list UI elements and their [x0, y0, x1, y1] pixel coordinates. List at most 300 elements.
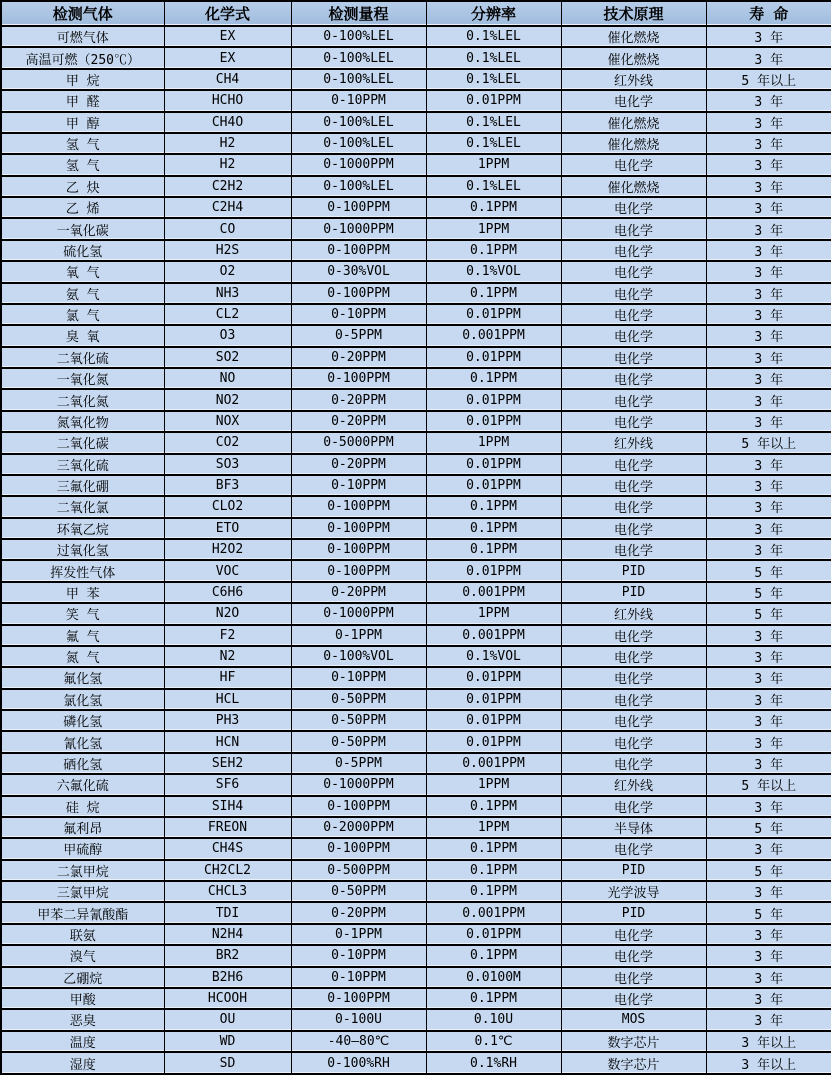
table-row — [1, 774, 831, 795]
range-cell: 0-1PPM — [291, 625, 426, 646]
resolution-cell: 0.1PPM — [426, 283, 561, 304]
gas-name-cell: 二氧化氮 — [1, 389, 164, 410]
table-row — [1, 667, 831, 688]
formula-cell: SO2 — [164, 347, 291, 368]
formula-cell: C2H2 — [164, 176, 291, 197]
principle-cell: 电化学 — [561, 924, 706, 945]
table-row — [1, 710, 831, 731]
formula-cell: TDI — [164, 902, 291, 923]
gas-name-cell: 氨 气 — [1, 283, 164, 304]
range-cell: 0-50PPM — [291, 731, 426, 752]
formula-cell: ETO — [164, 518, 291, 539]
table-row — [1, 347, 831, 368]
resolution-cell: 0.01PPM — [426, 389, 561, 410]
column-header-3: 检测量程 — [291, 1, 426, 26]
principle-cell: 电化学 — [561, 667, 706, 688]
range-cell: 0-10PPM — [291, 945, 426, 966]
range-cell: 0-100%VOL — [291, 646, 426, 667]
resolution-cell: 0.01PPM — [426, 304, 561, 325]
principle-cell: 电化学 — [561, 496, 706, 517]
table-row — [1, 967, 831, 988]
principle-cell: 电化学 — [561, 240, 706, 261]
lifespan-cell: 3 年 — [706, 625, 831, 646]
formula-cell: NO — [164, 368, 291, 389]
formula-cell: CL2 — [164, 304, 291, 325]
resolution-cell: 0.001PPM — [426, 325, 561, 346]
table-row — [1, 261, 831, 282]
gas-name-cell: 氢 气 — [1, 154, 164, 175]
table-row — [1, 304, 831, 325]
table-row — [1, 560, 831, 581]
range-cell: 0-2000PPM — [291, 817, 426, 838]
lifespan-cell: 5 年 — [706, 902, 831, 923]
lifespan-cell: 3 年 — [706, 1009, 831, 1030]
table-row — [1, 411, 831, 432]
principle-cell: 电化学 — [561, 389, 706, 410]
resolution-cell: 0.1%LEL — [426, 47, 561, 68]
table-row — [1, 218, 831, 239]
gas-name-cell: 硅 烷 — [1, 796, 164, 817]
resolution-cell: 0.1%LEL — [426, 26, 561, 47]
gas-name-cell: 氧 气 — [1, 261, 164, 282]
column-header-2: 化学式 — [164, 1, 291, 26]
lifespan-cell: 3 年 — [706, 945, 831, 966]
range-cell: 0-100PPM — [291, 197, 426, 218]
resolution-cell: 0.1PPM — [426, 539, 561, 560]
lifespan-cell: 5 年以上 — [706, 432, 831, 453]
principle-cell: 电化学 — [561, 539, 706, 560]
principle-cell: 红外线 — [561, 69, 706, 90]
range-cell: 0-30%VOL — [291, 261, 426, 282]
range-cell: 0-50PPM — [291, 881, 426, 902]
resolution-cell: 0.1PPM — [426, 368, 561, 389]
lifespan-cell: 3 年 — [706, 283, 831, 304]
gas-name-cell: 甲 醛 — [1, 90, 164, 111]
lifespan-cell: 3 年 — [706, 796, 831, 817]
principle-cell: 电化学 — [561, 796, 706, 817]
gas-name-cell: 乙 烯 — [1, 197, 164, 218]
lifespan-cell: 3 年 — [706, 539, 831, 560]
resolution-cell: 0.1PPM — [426, 838, 561, 859]
resolution-cell: 0.01PPM — [426, 475, 561, 496]
formula-cell: HCOOH — [164, 988, 291, 1009]
range-cell: 0-100%RH — [291, 1052, 426, 1074]
principle-cell: 电化学 — [561, 347, 706, 368]
table-row — [1, 902, 831, 923]
lifespan-cell: 3 年 — [706, 133, 831, 154]
lifespan-cell: 3 年 — [706, 496, 831, 517]
gas-name-cell: 二氧化碳 — [1, 432, 164, 453]
table-row — [1, 154, 831, 175]
table-row — [1, 69, 831, 90]
gas-name-cell: 氮氧化物 — [1, 411, 164, 432]
formula-cell: O2 — [164, 261, 291, 282]
table-row — [1, 1052, 831, 1074]
table-row — [1, 518, 831, 539]
principle-cell: 电化学 — [561, 475, 706, 496]
range-cell: 0-20PPM — [291, 389, 426, 410]
range-cell: 0-5000PPM — [291, 432, 426, 453]
principle-cell: 电化学 — [561, 90, 706, 111]
range-cell: 0-20PPM — [291, 347, 426, 368]
gas-name-cell: 甲 醇 — [1, 112, 164, 133]
gas-name-cell: 氟化氢 — [1, 667, 164, 688]
lifespan-cell: 5 年 — [706, 860, 831, 881]
range-cell: 0-50PPM — [291, 710, 426, 731]
formula-cell: CLO2 — [164, 496, 291, 517]
lifespan-cell: 3 年 — [706, 112, 831, 133]
formula-cell: PH3 — [164, 710, 291, 731]
lifespan-cell: 3 年以上 — [706, 1052, 831, 1074]
table-row — [1, 689, 831, 710]
range-cell: 0-1000PPM — [291, 774, 426, 795]
formula-cell: EX — [164, 47, 291, 68]
gas-name-cell: 硫化氢 — [1, 240, 164, 261]
formula-cell: NH3 — [164, 283, 291, 304]
principle-cell: 电化学 — [561, 325, 706, 346]
resolution-cell: 0.01PPM — [426, 90, 561, 111]
range-cell: 0-100PPM — [291, 518, 426, 539]
principle-cell: 电化学 — [561, 710, 706, 731]
principle-cell: 电化学 — [561, 197, 706, 218]
formula-cell: H2O2 — [164, 539, 291, 560]
principle-cell: 数字芯片 — [561, 1031, 706, 1052]
formula-cell: F2 — [164, 625, 291, 646]
principle-cell: PID — [561, 582, 706, 603]
gas-name-cell: 硒化氢 — [1, 753, 164, 774]
lifespan-cell: 3 年以上 — [706, 1031, 831, 1052]
range-cell: 0-10PPM — [291, 304, 426, 325]
table-row — [1, 860, 831, 881]
gas-name-cell: 氮 气 — [1, 646, 164, 667]
lifespan-cell: 3 年 — [706, 924, 831, 945]
principle-cell: MOS — [561, 1009, 706, 1030]
principle-cell: 红外线 — [561, 774, 706, 795]
resolution-cell: 1PPM — [426, 603, 561, 624]
lifespan-cell: 3 年 — [706, 667, 831, 688]
principle-cell: 电化学 — [561, 945, 706, 966]
range-cell: 0-100PPM — [291, 283, 426, 304]
principle-cell: 电化学 — [561, 838, 706, 859]
table-row — [1, 454, 831, 475]
gas-name-cell: 过氧化氢 — [1, 539, 164, 560]
resolution-cell: 0.1PPM — [426, 860, 561, 881]
formula-cell: CH4S — [164, 838, 291, 859]
principle-cell: 电化学 — [561, 283, 706, 304]
range-cell: 0-1000PPM — [291, 218, 426, 239]
lifespan-cell: 5 年以上 — [706, 69, 831, 90]
principle-cell: 电化学 — [561, 988, 706, 1009]
table-row — [1, 432, 831, 453]
table-row — [1, 475, 831, 496]
gas-name-cell: 氟 气 — [1, 625, 164, 646]
table-row — [1, 945, 831, 966]
lifespan-cell: 5 年 — [706, 582, 831, 603]
lifespan-cell: 3 年 — [706, 988, 831, 1009]
formula-cell: SIH4 — [164, 796, 291, 817]
principle-cell: 电化学 — [561, 689, 706, 710]
range-cell: 0-100%LEL — [291, 69, 426, 90]
lifespan-cell: 5 年 — [706, 603, 831, 624]
lifespan-cell: 3 年 — [706, 518, 831, 539]
resolution-cell: 0.1PPM — [426, 240, 561, 261]
range-cell: 0-100U — [291, 1009, 426, 1030]
lifespan-cell: 3 年 — [706, 47, 831, 68]
formula-cell: H2 — [164, 154, 291, 175]
formula-cell: N2H4 — [164, 924, 291, 945]
resolution-cell: 0.001PPM — [426, 582, 561, 603]
formula-cell: SEH2 — [164, 753, 291, 774]
resolution-cell: 0.1PPM — [426, 518, 561, 539]
principle-cell: 电化学 — [561, 304, 706, 325]
lifespan-cell: 3 年 — [706, 197, 831, 218]
principle-cell: 电化学 — [561, 261, 706, 282]
principle-cell: 催化燃烧 — [561, 112, 706, 133]
table-row — [1, 389, 831, 410]
resolution-cell: 0.1%RH — [426, 1052, 561, 1074]
formula-cell: C2H4 — [164, 197, 291, 218]
range-cell: 0-10PPM — [291, 967, 426, 988]
formula-cell: CO — [164, 218, 291, 239]
range-cell: 0-10PPM — [291, 90, 426, 111]
resolution-cell: 0.001PPM — [426, 753, 561, 774]
table-row — [1, 240, 831, 261]
principle-cell: PID — [561, 902, 706, 923]
table-row — [1, 924, 831, 945]
table-row — [1, 625, 831, 646]
lifespan-cell: 3 年 — [706, 389, 831, 410]
resolution-cell: 0.10U — [426, 1009, 561, 1030]
formula-cell: C6H6 — [164, 582, 291, 603]
table-row — [1, 1031, 831, 1052]
range-cell: 0-50PPM — [291, 689, 426, 710]
gas-name-cell: 湿度 — [1, 1052, 164, 1074]
formula-cell: WD — [164, 1031, 291, 1052]
formula-cell: BF3 — [164, 475, 291, 496]
principle-cell: 催化燃烧 — [561, 26, 706, 47]
principle-cell: 催化燃烧 — [561, 176, 706, 197]
resolution-cell: 0.01PPM — [426, 560, 561, 581]
lifespan-cell: 3 年 — [706, 240, 831, 261]
table-row — [1, 1009, 831, 1030]
gas-name-cell: 可燃气体 — [1, 26, 164, 47]
column-header-6: 寿 命 — [706, 1, 831, 26]
table-row — [1, 817, 831, 838]
resolution-cell: 0.1PPM — [426, 197, 561, 218]
table-row — [1, 197, 831, 218]
principle-cell: 催化燃烧 — [561, 133, 706, 154]
lifespan-cell: 3 年 — [706, 26, 831, 47]
principle-cell: 催化燃烧 — [561, 47, 706, 68]
range-cell: 0-20PPM — [291, 582, 426, 603]
table-row — [1, 988, 831, 1009]
formula-cell: HF — [164, 667, 291, 688]
formula-cell: OU — [164, 1009, 291, 1030]
principle-cell: 红外线 — [561, 603, 706, 624]
table-row — [1, 133, 831, 154]
range-cell: 0-100PPM — [291, 240, 426, 261]
range-cell: 0-1PPM — [291, 924, 426, 945]
gas-name-cell: 甲酸 — [1, 988, 164, 1009]
resolution-cell: 1PPM — [426, 774, 561, 795]
range-cell: 0-100PPM — [291, 988, 426, 1009]
table-row — [1, 283, 831, 304]
range-cell: 0-5PPM — [291, 753, 426, 774]
range-cell: 0-10PPM — [291, 475, 426, 496]
principle-cell: 电化学 — [561, 411, 706, 432]
formula-cell: CO2 — [164, 432, 291, 453]
principle-cell: PID — [561, 860, 706, 881]
gas-name-cell: 三氧化硫 — [1, 454, 164, 475]
lifespan-cell: 5 年以上 — [706, 774, 831, 795]
formula-cell: O3 — [164, 325, 291, 346]
range-cell: 0-100%LEL — [291, 26, 426, 47]
resolution-cell: 0.1%LEL — [426, 112, 561, 133]
formula-cell: NOX — [164, 411, 291, 432]
gas-name-cell: 甲苯二异氰酸酯 — [1, 902, 164, 923]
formula-cell: N2O — [164, 603, 291, 624]
gas-name-cell: 环氧乙烷 — [1, 518, 164, 539]
resolution-cell: 0.01PPM — [426, 411, 561, 432]
gas-name-cell: 臭 氧 — [1, 325, 164, 346]
gas-name-cell: 二氧化氯 — [1, 496, 164, 517]
formula-cell: H2S — [164, 240, 291, 261]
range-cell: 0-100%LEL — [291, 176, 426, 197]
lifespan-cell: 3 年 — [706, 454, 831, 475]
gas-name-cell: 二氧化硫 — [1, 347, 164, 368]
lifespan-cell: 3 年 — [706, 368, 831, 389]
lifespan-cell: 3 年 — [706, 304, 831, 325]
table-row — [1, 90, 831, 111]
resolution-cell: 0.001PPM — [426, 902, 561, 923]
lifespan-cell: 3 年 — [706, 646, 831, 667]
principle-cell: 光学波导 — [561, 881, 706, 902]
resolution-cell: 0.1PPM — [426, 881, 561, 902]
formula-cell: HCL — [164, 689, 291, 710]
gas-name-cell: 甲 苯 — [1, 582, 164, 603]
range-cell: 0-100%LEL — [291, 112, 426, 133]
gas-name-cell: 一氧化碳 — [1, 218, 164, 239]
lifespan-cell: 3 年 — [706, 411, 831, 432]
lifespan-cell: 3 年 — [706, 838, 831, 859]
table-body — [1, 26, 831, 1074]
resolution-cell: 0.1%LEL — [426, 69, 561, 90]
formula-cell: CH4O — [164, 112, 291, 133]
range-cell: 0-100PPM — [291, 560, 426, 581]
formula-cell: SO3 — [164, 454, 291, 475]
range-cell: 0-100%LEL — [291, 47, 426, 68]
principle-cell: 半导体 — [561, 817, 706, 838]
range-cell: 0-10PPM — [291, 667, 426, 688]
gas-name-cell: 氯 气 — [1, 304, 164, 325]
table-row — [1, 47, 831, 68]
principle-cell: 电化学 — [561, 454, 706, 475]
gas-name-cell: 溴气 — [1, 945, 164, 966]
resolution-cell: 0.001PPM — [426, 625, 561, 646]
gas-name-cell: 二氯甲烷 — [1, 860, 164, 881]
resolution-cell: 1PPM — [426, 218, 561, 239]
resolution-cell: 0.1%LEL — [426, 133, 561, 154]
lifespan-cell: 3 年 — [706, 753, 831, 774]
lifespan-cell: 3 年 — [706, 90, 831, 111]
table-row — [1, 496, 831, 517]
gas-name-cell: 氰化氢 — [1, 731, 164, 752]
resolution-cell: 0.01PPM — [426, 689, 561, 710]
resolution-cell: 0.1℃ — [426, 1031, 561, 1052]
resolution-cell: 0.01PPM — [426, 731, 561, 752]
resolution-cell: 0.1PPM — [426, 496, 561, 517]
lifespan-cell: 3 年 — [706, 967, 831, 988]
formula-cell: H2 — [164, 133, 291, 154]
table-row — [1, 26, 831, 47]
resolution-cell: 0.1PPM — [426, 945, 561, 966]
gas-name-cell: 乙硼烷 — [1, 967, 164, 988]
lifespan-cell: 3 年 — [706, 881, 831, 902]
formula-cell: FREON — [164, 817, 291, 838]
range-cell: 0-1000PPM — [291, 154, 426, 175]
principle-cell: 电化学 — [561, 753, 706, 774]
gas-name-cell: 甲 烷 — [1, 69, 164, 90]
lifespan-cell: 3 年 — [706, 176, 831, 197]
header-row — [1, 1, 831, 26]
formula-cell: VOC — [164, 560, 291, 581]
formula-cell: EX — [164, 26, 291, 47]
resolution-cell: 0.1%LEL — [426, 176, 561, 197]
principle-cell: 红外线 — [561, 432, 706, 453]
range-cell: 0-20PPM — [291, 411, 426, 432]
principle-cell: 电化学 — [561, 368, 706, 389]
table-row — [1, 838, 831, 859]
formula-cell: CH2CL2 — [164, 860, 291, 881]
principle-cell: 电化学 — [561, 218, 706, 239]
lifespan-cell: 3 年 — [706, 154, 831, 175]
principle-cell: 数字芯片 — [561, 1052, 706, 1074]
column-header-5: 技术原理 — [561, 1, 706, 26]
lifespan-cell: 5 年 — [706, 817, 831, 838]
formula-cell: BR2 — [164, 945, 291, 966]
formula-cell: HCHO — [164, 90, 291, 111]
resolution-cell: 0.1PPM — [426, 988, 561, 1009]
gas-name-cell: 联氨 — [1, 924, 164, 945]
resolution-cell: 1PPM — [426, 154, 561, 175]
table-row — [1, 731, 831, 752]
range-cell: -40—80℃ — [291, 1031, 426, 1052]
principle-cell: PID — [561, 560, 706, 581]
range-cell: 0-500PPM — [291, 860, 426, 881]
range-cell: 0-100PPM — [291, 539, 426, 560]
range-cell: 0-100PPM — [291, 796, 426, 817]
formula-cell: CH4 — [164, 69, 291, 90]
formula-cell: B2H6 — [164, 967, 291, 988]
resolution-cell: 0.01PPM — [426, 454, 561, 475]
gas-name-cell: 氯化氢 — [1, 689, 164, 710]
resolution-cell: 0.01PPM — [426, 924, 561, 945]
table-row — [1, 796, 831, 817]
principle-cell: 电化学 — [561, 646, 706, 667]
gas-name-cell: 磷化氢 — [1, 710, 164, 731]
gas-name-cell: 甲硫醇 — [1, 838, 164, 859]
table-row — [1, 753, 831, 774]
lifespan-cell: 3 年 — [706, 731, 831, 752]
lifespan-cell: 5 年 — [706, 560, 831, 581]
principle-cell: 电化学 — [561, 731, 706, 752]
gas-name-cell: 恶臭 — [1, 1009, 164, 1030]
formula-cell: CHCL3 — [164, 881, 291, 902]
range-cell: 0-100PPM — [291, 838, 426, 859]
resolution-cell: 1PPM — [426, 817, 561, 838]
resolution-cell: 0.1%VOL — [426, 261, 561, 282]
formula-cell: HCN — [164, 731, 291, 752]
